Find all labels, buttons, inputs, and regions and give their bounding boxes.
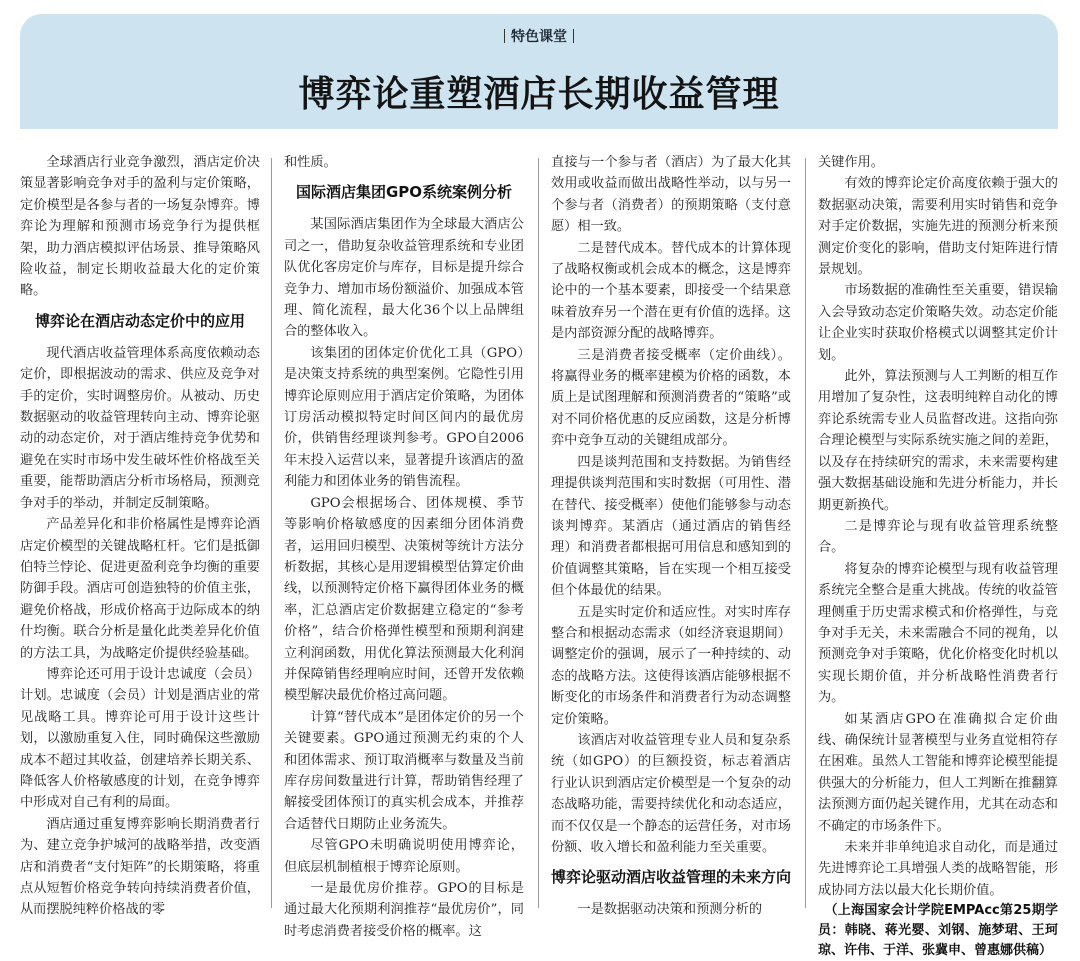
header-banner xyxy=(20,14,1058,129)
paragraph: 产品差异化和非价格属性是博弈论酒店定价模型的关键战略杠杆。它们是抵御伯特兰悖论、促进更盈利竞争均衡的重要防御手段。酒店可创造独特的价值主张，避免价格战，形成价格高于边际成本的纳什均衡。联合分析是量化此类差异化价值的方法工具，为战略定价提供经验基础。 xyxy=(20,517,260,661)
article-column-2 xyxy=(284,152,524,939)
column-divider xyxy=(538,158,539,908)
paragraph: 计算“替代成本”是团体定价的另一个关键要素。GPO通过预测无约束的个人和团体需求、预订取消概率与数量及当前库存房间数量进行计算，帮助销售经理了解接受团体预订的真实机会成本，并推荐合适替代日期防止业务流失。 xyxy=(284,709,524,832)
paragraph: 三是消费者接受概率（定价曲线）。将赢得业务的概率建模为价格的函数，本质上是试图理解和预测消费者的“策略”或对不同价格优惠的反应函数，这是分析博弈中竞争互动的关键组成部分。 xyxy=(551,347,791,449)
paragraph: 酒店通过重复博弈影响长期消费者行为、建立竞争护城河的战略举措，改变酒店和消费者“支付矩阵”的长期策略，将重点从短暂价格竞争转向持续消费者价值，从而摆脱纯粹价格战的零 xyxy=(20,816,260,918)
paragraph: 该集团的团体定价优化工具（GPO）是决策支持系统的典型案例。它隐性引用博弈论原则应用于酒店定价策略，为团体订房活动模拟特定时间区间内的最优房价，供销售经理谈判参考。GPO自2006年末投入运营以来，显著提升该酒店的盈利能力和团体业务的销售流程。 xyxy=(284,345,524,490)
paragraph: 尽管GPO未明确说明使用博弈论，但底层机制植根于博弈论原则。 xyxy=(284,838,524,875)
paragraph-continuation: 和性质。 xyxy=(284,155,337,170)
column-divider xyxy=(271,158,272,908)
paragraph: 二是博弈论与现有收益管理系统整合。 xyxy=(818,518,1058,556)
paragraph: 某国际酒店集团作为全球最大酒店公司之一，借助复杂收益管理系统和专业团队优化客房定价与库存，目标是提升综合竞争力、增加市场份额溢价、加强成本管理、简化流程，最大化36个以上品牌组合的整体收入。 xyxy=(284,217,524,340)
article-title: 博弈论重塑酒店长期收益管理 xyxy=(298,73,780,115)
section-tag xyxy=(20,26,1058,46)
paragraph-continuation: 关键作用。 xyxy=(818,155,884,170)
article-column-1 xyxy=(20,152,260,918)
paragraph: 一是数据驱动决策和预测分析的 xyxy=(577,902,763,918)
paragraph: 市场数据的准确性至关重要，错误输入会导致动态定价策略失效。动态定价能让企业实时获取价格模式以调整其定价计划。 xyxy=(818,283,1058,363)
section-heading: 博弈论驱动酒店收益管理的未来方向 xyxy=(551,868,792,887)
paragraph-continuation: 直接与一个参与者（酒店）为了最大化其效用或收益而做出战略性举动，以与另一个参与者（消费者）的预期策略（支付意愿）相一致。 xyxy=(551,155,791,235)
divider xyxy=(504,29,505,43)
divider xyxy=(573,29,574,43)
paragraph: 五是实时定价和适应性。对实时库存整合和根据动态需求（如经济衰退期间）调整定价的强调，展示了一种持续的、动态的战略方法。这使得该酒店能够根据不断变化的市场条件和消费者行为动态调整定价策略。 xyxy=(551,604,791,727)
article-column-3 xyxy=(551,152,792,918)
paragraph: 一是最优房价推荐。GPO的目标是通过最大化预期利润推荐“最优房价”，同时考虑消费者接受价格的概率。这 xyxy=(284,881,524,939)
paragraph: 现代酒店收益管理体系高度依赖动态定价，即根据波动的需求、供应及竞争对手的定价，实时调整房价。从被动、历史数据驱动的收益管理转向主动、博弈论驱动的动态定价，对于酒店维持竞争优势和避免在实时市场中发生破坏性价格战至关重要，能帮助酒店分析市场格局，预测竞争对手的举动，并制定反制策略。 xyxy=(20,345,260,511)
paragraph: 二是替代成本。替代成本的计算体现了战略权衡或机会成本的概念，这是博弈论中的一个基本要素，即接受一个结果意味着放弃另一个潜在更有价值的选择。这是内部资源分配的战略博弈。 xyxy=(551,240,791,342)
paragraph: 全球酒店行业竞争激烈，酒店定价决策显著影响竞争对手的盈利与定价策略，定价模型是各参与者的一场复杂博弈。博弈论为理解和预测市场竞争行为提供框架，助力酒店模拟评估场景、推导策略风险收益，制定长期收益最大化的定价策略。 xyxy=(20,155,260,299)
paragraph: 未来并非单纯追求自动化，而是通过先进博弈论工具增强人类的战略智能，形成协同方法以最大化长期价值。 xyxy=(818,840,1058,898)
paragraph: 有效的博弈论定价高度依赖于强大的数据驱动决策，需要利用实时销售和竞争对手定价数据，实施先进的预测分析来预测定价变化的影响，借助支付矩阵进行情景规划。 xyxy=(818,176,1058,278)
section-heading: 博弈论在酒店动态定价中的应用 xyxy=(34,311,245,330)
section-tag-label: 特色课堂 xyxy=(511,29,567,45)
paragraph: 博弈论还可用于设计忠诚度（会员）计划。忠诚度（会员）计划是酒店业的常见战略工具。博弈论可用于设计这些计划，以激励重复入住，同时确保这些激励成本不超过其收益，创建培养长期关系、降低客人价格敏感度的计划，在竞争博弈中形成对自己有利的局面。 xyxy=(20,666,260,811)
column-divider xyxy=(805,158,806,908)
paragraph: 将复杂的博弈论模型与现有收益管理系统完全整合是重大挑战。传统的收益管理侧重于历史需求模式和价格弹性，与竞争对手无关，未来需融合不同的视角，以预测竞争对手策略，优化价格变化时机以实现长期价值，并分析战略性消费者行为。 xyxy=(818,561,1058,706)
author-credit: （上海国家会计学院EMPAcc第25期学员：韩晓、蒋光婴、刘钢、施梦珺、王珂琼、许伟、于洋、张冀申、曾惠娜供稿） xyxy=(818,903,1058,959)
article-column-4 xyxy=(818,152,1058,959)
paragraph: 该酒店对收益管理专业人员和复杂系统（如GPO）的巨额投资，标志着酒店行业认识到酒店定价模型是一个复杂的动态战略功能，需要持续优化和动态适应，而不仅仅是一个静态的运营任务，对市场份额、收入增长和盈利能力至关重要。 xyxy=(551,732,791,855)
paragraph: GPO会根据场合、团体规模、季节等影响价格敏感度的因素细分团体消费者，运用回归模型、决策树等统计方法分析数据，其核心是用逻辑模型估算定价曲线，以预测特定价格下赢得团体业务的概率，汇总酒店定价数据建立稳定的“参考价格”，结合价格弹性模型和预期利润建立利润函数，用优化算法预测最大化利润并保障销售经理响应时间，还曾开发依赖模型解决最优价格过高问题。 xyxy=(284,495,524,704)
paragraph: 四是谈判范围和支持数据。为销售经理提供谈判范围和实时数据（可用性、潜在替代、接受概率）使他们能够参与动态谈判博弈。某酒店（通过酒店的销售经理）和消费者都根据可用信息和感知到的价值调整其策略，旨在实现一个相互接受但个体最优的结果。 xyxy=(551,454,791,599)
section-heading: 国际酒店集团GPO系统案例分析 xyxy=(295,183,513,202)
paragraph: 如某酒店GPO在准确拟合定价曲线、确保统计显著模型与业务直觉相符存在困难。虽然人工智能和博弈论模型能提供强大的分析能力，但人工判断在推翻算法预测方面仍起关键作用，尤其在动态和不确定的市场条件下。 xyxy=(818,711,1058,834)
paragraph: 此外，算法预测与人工判断的相互作用增加了复杂性，这表明纯粹自动化的博弈论系统需专业人员监督改进。这指向弥合理论模型与实际系统实施之间的差距，以及存在持续研究的需求，未来需要构建强大数据基础设施和先进分析能力，并长期更新换代。 xyxy=(818,369,1058,513)
